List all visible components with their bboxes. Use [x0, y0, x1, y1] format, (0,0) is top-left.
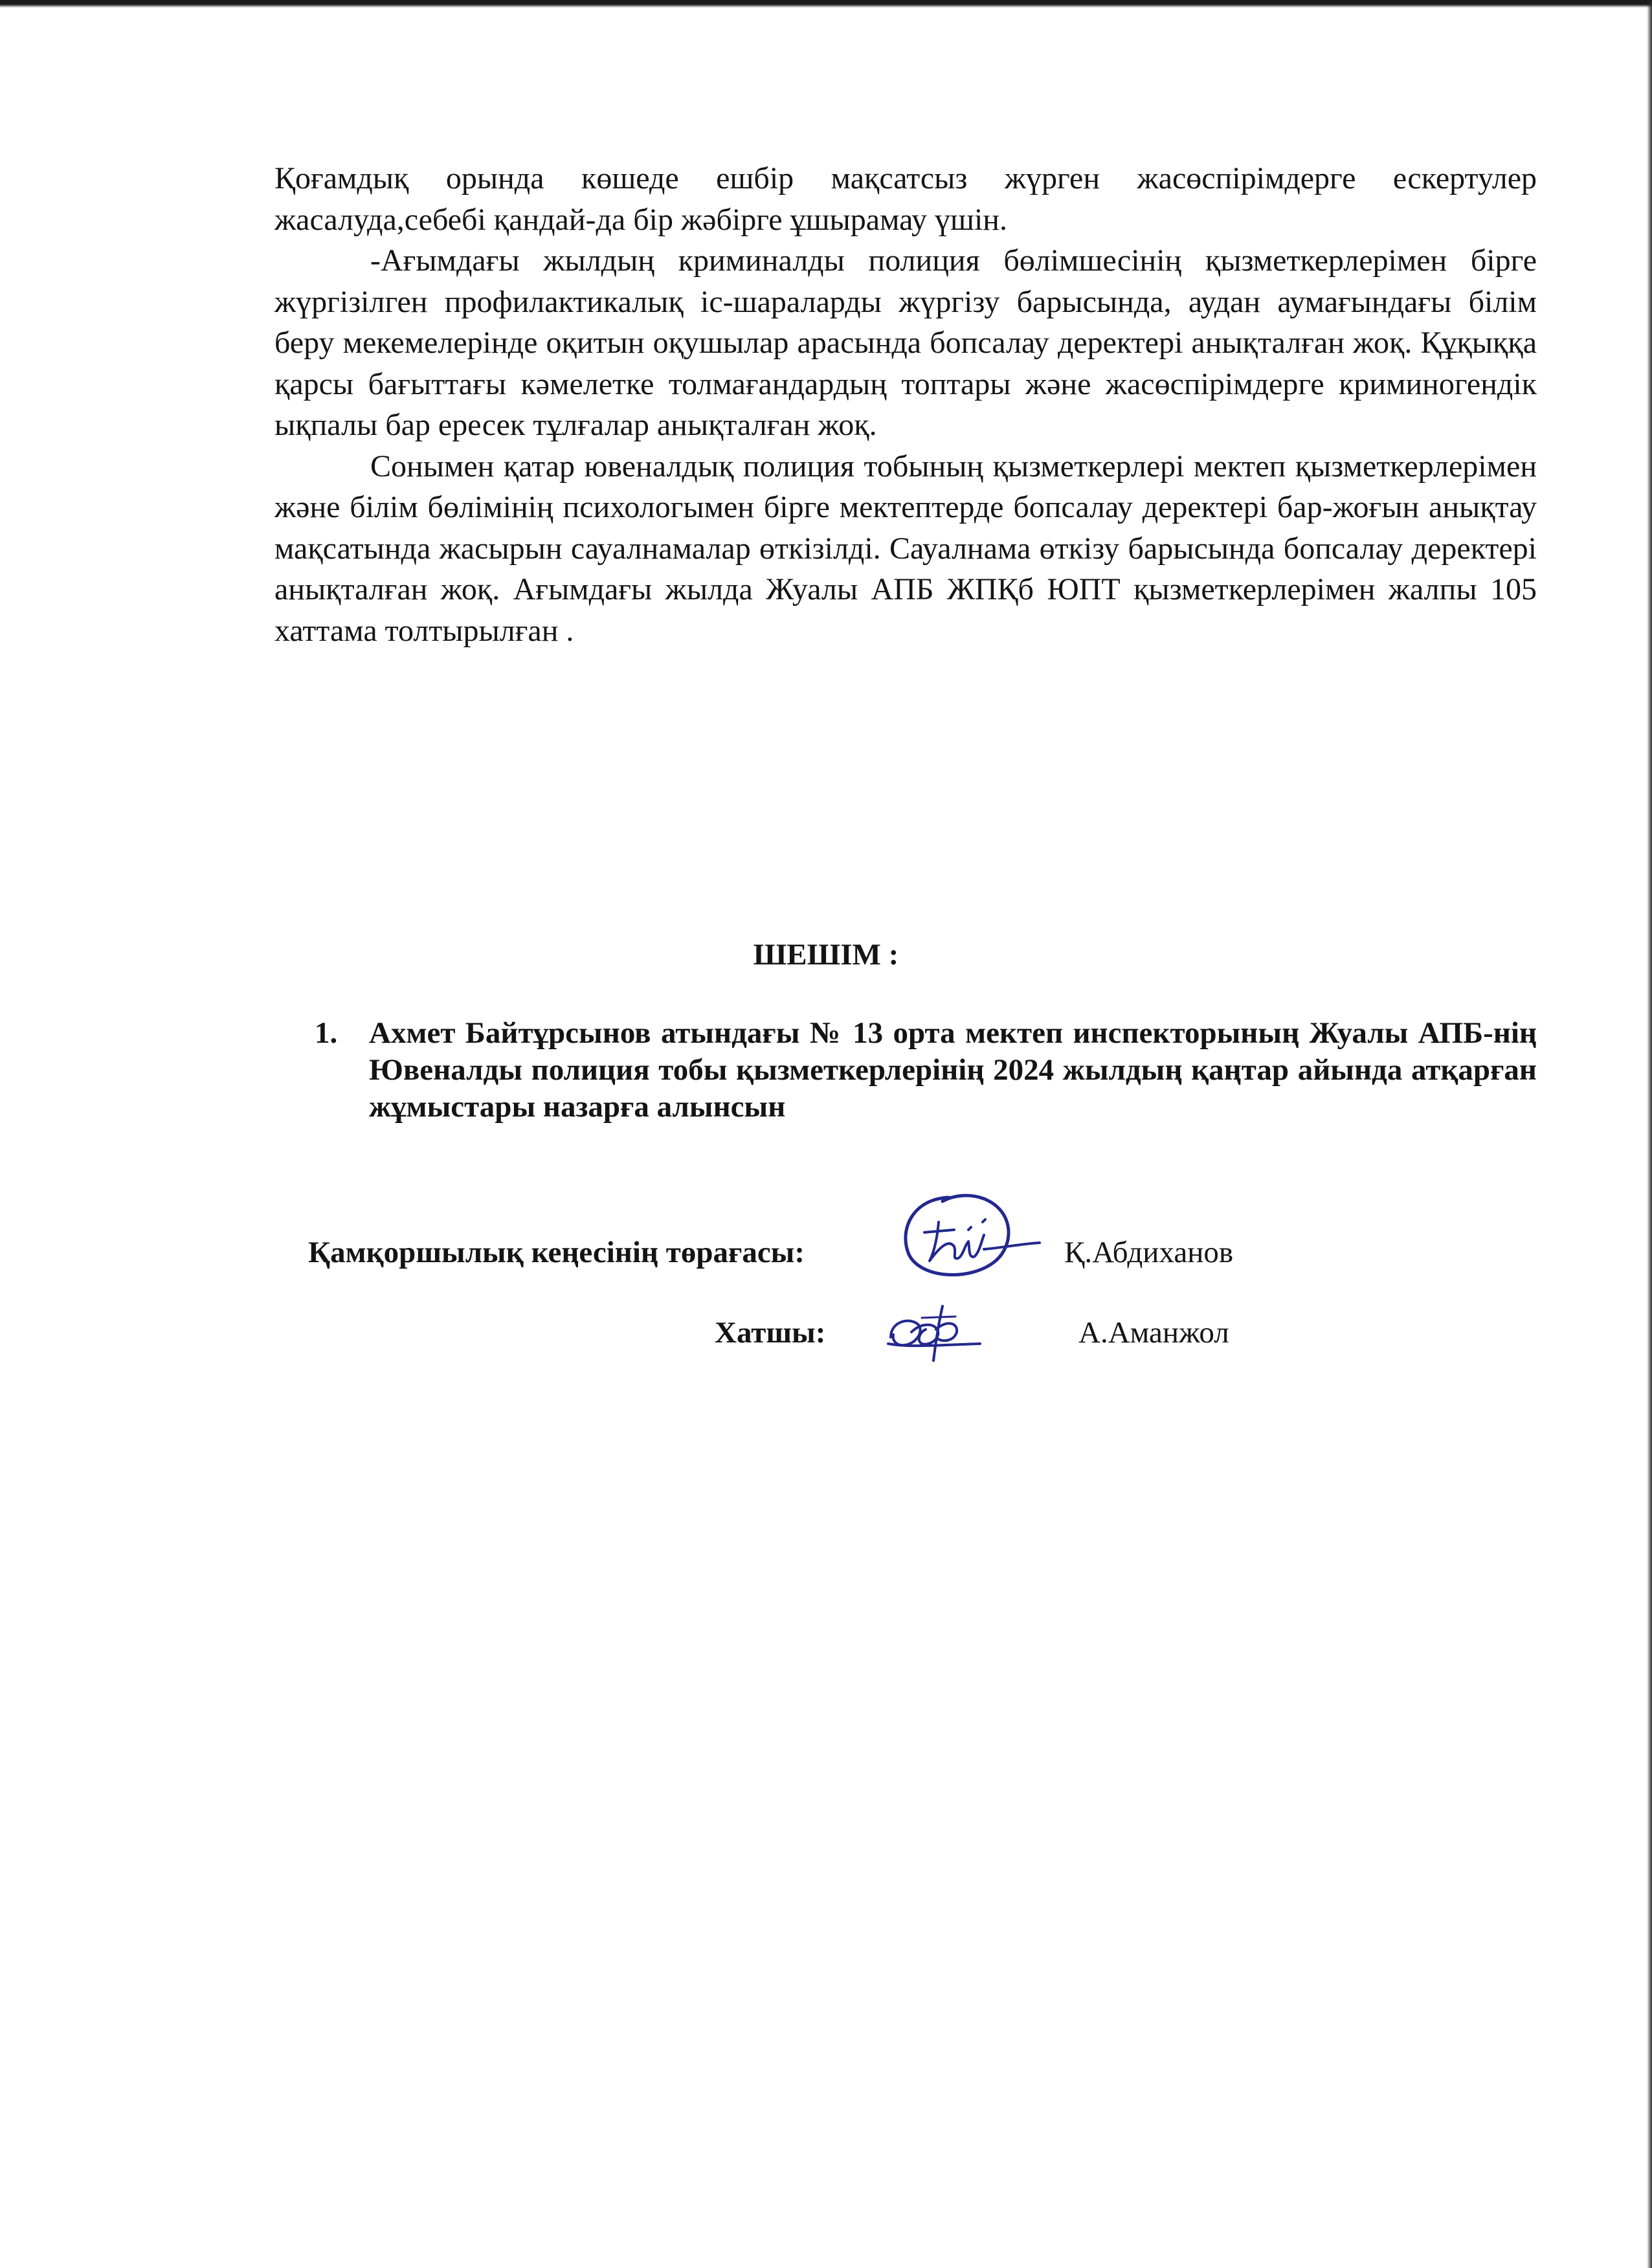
paragraph-survey: Сонымен қатар ювеналдық полиция тобының қызметкерлері мектеп қызметкерлерімен және білім бөлімінің психологымен бірге мектептерде бопсалау деректері бар-жоғын анықтау мақсатында жасырын сауалнамалар өткізілді. Сауалнама өткізу барысында бопсалау деректері анықталған жоқ. Ағымдағы жылда Жуалы АПБ ЖПҚб ЮПТ қызметкерлерімен жалпы 105 хаттама толтырылған .: [274, 449, 1537, 648]
secretary-label: Хатшы:: [715, 1316, 826, 1350]
paragraph-continued: Қоғамдық орында көшеде ешбір мақсатсыз жүрген жасөспірімдерге ескертулер жасалуда,себебі қандай-да бір жәбірге ұшырамау үшін.: [274, 161, 1537, 237]
paragraph-prevention: -Ағымдағы жылдың криминалды полиция бөлімшесінің қызметкерлерімен бірге жүргізілген профилактикалық іс-шараларды жүргізу барысында, аудан аумағындағы білім беру мекемелерінде оқитын оқушылар арасында бопсалау деректері анықталған жоқ. Құқыққа қарсы бағыттағы кәмелетке толмағандардың топтары және жасөспірімдерге криминогендік ықпалы бар ересек тұлғалар анықталған жоқ.: [274, 243, 1537, 442]
body-text: [274, 158, 1537, 651]
chair-name: Қ.Абдиханов: [1064, 1236, 1234, 1269]
decision-heading: ШЕШІМ :: [753, 938, 899, 972]
decision-item-number: 1.: [315, 1016, 338, 1050]
chair-label: Қамқоршылық кеңесінің төрағасы:: [308, 1236, 805, 1269]
scan-edge-right: [1647, 0, 1652, 2268]
decision-item: [315, 1015, 1537, 1126]
decision-item-text: Ахмет Байтұрсынов атындағы № 13 орта мектеп инспекторының Жуалы АПБ-нің Ювеналды полиция тобы қызметкерлерінің 2024 жылдың қаңтар айында атқарған жұмыстары назарға алынсын: [369, 1016, 1537, 1124]
chair-signature: [887, 1184, 1055, 1288]
secretary-signature: [883, 1298, 987, 1370]
secretary-name: А.Аманжол: [1078, 1316, 1229, 1350]
scan-edge-top: [0, 0, 1652, 8]
